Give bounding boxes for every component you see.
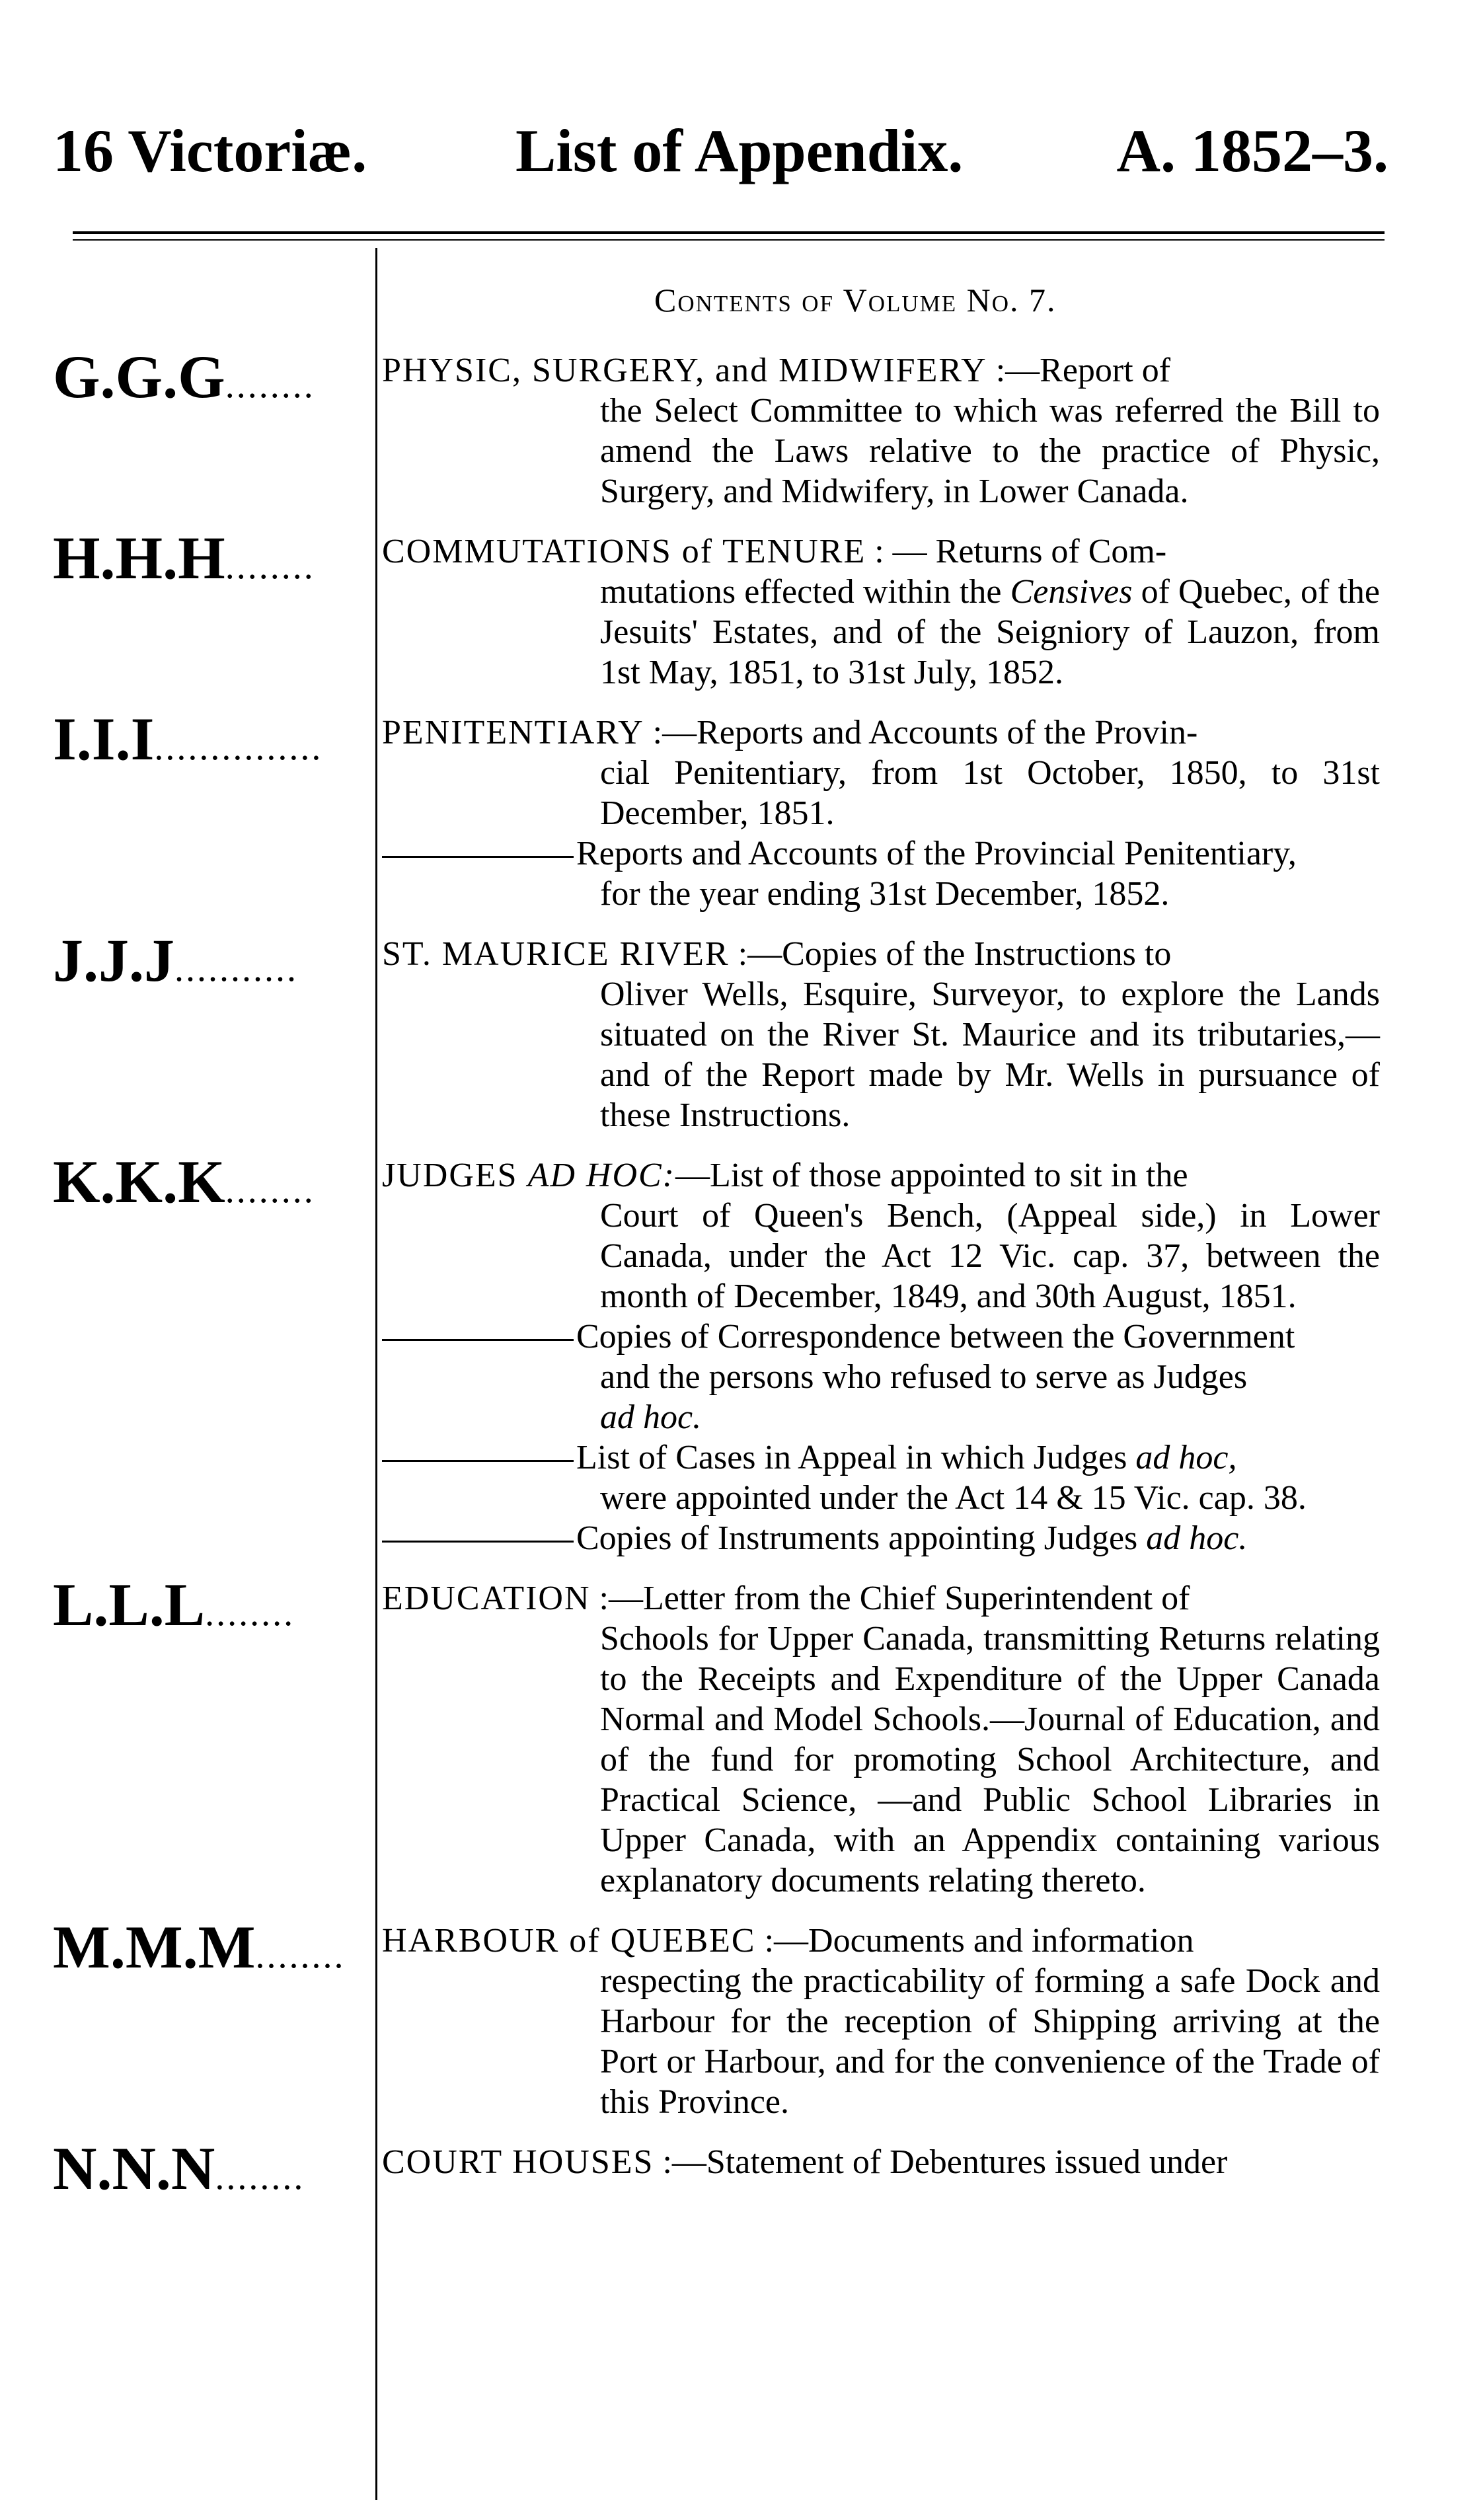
sub-entry-text-italic: ad hoc.: [600, 1398, 702, 1436]
appendix-code: [53, 706, 363, 781]
entry-text-rest: Court of Queen's Bench, (Appeal side,) in Lower Canada, under the Act 12 Vic. cap. 37, between the month of December, 1849, and 30th August, 1851.: [600, 1197, 1380, 1315]
appendix-code-label: L.L.L: [53, 1572, 206, 1638]
entry-text-first: :—Reports and Accounts of the Provin-: [644, 714, 1198, 751]
sub-entry: [382, 1518, 1380, 1558]
entry-subject: PHYSIC, SURGERY, and MIDWIFERY: [382, 352, 987, 389]
entry-description: [382, 1578, 1380, 1901]
entry-subject-italic: AD HOC:: [527, 1157, 675, 1194]
leader-dots: ........: [225, 1170, 315, 1211]
leader-dots: ...............: [154, 727, 323, 768]
entry-subject: JUDGES: [382, 1157, 528, 1194]
leader-dots: ........: [225, 365, 315, 406]
sub-entry-text-first: Copies of Instruments appointing Judges: [576, 1519, 1147, 1557]
entry-text-italic: Censives: [1010, 573, 1133, 611]
entry-text-first: :—Report of: [987, 352, 1171, 389]
list-item: [0, 927, 1481, 1135]
header-title: List of Appendix.: [515, 117, 964, 184]
sub-entry-text-rest: were appointed under the Act 14 & 15 Vic. cap. 38.: [600, 1479, 1307, 1517]
leader-dots: ...........: [174, 948, 298, 989]
entry-description: [382, 1155, 1380, 1558]
ditto-dash: [382, 856, 574, 858]
entry-subject: COURT HOUSES: [382, 2143, 654, 2181]
entry-text-rest: [600, 572, 1380, 693]
sub-entry-text-rest: [600, 1357, 1380, 1437]
header-rule-thick: [73, 231, 1385, 234]
leader-dots: ........: [225, 546, 315, 587]
entry-text-rest: the Select Committee to which was referred the Bill to amend the Laws relative to the practice of Physic, Surgery, and Midwifery, in Lower Canada.: [600, 392, 1380, 510]
appendix-code: [53, 344, 363, 418]
entry-text-first: :—Documents and information: [755, 1922, 1194, 1960]
list-item: [0, 2135, 1481, 2202]
entry-text-first: —List of those appointed to sit in the: [675, 1157, 1188, 1194]
ditto-dash: [382, 1339, 574, 1341]
appendix-code: [53, 525, 363, 599]
entry-subject: COMMUTATIONS of TENURE: [382, 533, 866, 570]
entry-subject: EDUCATION: [382, 1580, 591, 1617]
entry-description: [382, 531, 1380, 693]
list-item: [0, 1914, 1481, 2122]
sub-entry-text-first: Copies of Correspondence between the Government: [576, 1318, 1295, 1355]
appendix-code-label: M.M.M: [53, 1914, 256, 1981]
ditto-dash: [382, 1460, 574, 1462]
header-regnal-year: 16 Victoriæ.: [53, 117, 367, 184]
sub-entry-text-first: List of Cases in Appeal in which Judges: [576, 1439, 1136, 1476]
list-item: [0, 1572, 1481, 1901]
entry-description: [382, 934, 1380, 1135]
sub-entry: [382, 1317, 1380, 1357]
leader-dots: ........: [205, 1593, 295, 1634]
appendix-code: [53, 1572, 363, 1646]
sub-entry-text-part: and the persons who refused to serve as Judges: [600, 1358, 1248, 1396]
header-rule-thin: [73, 239, 1385, 241]
entry-text-rest: cial Penitentiary, from 1st October, 1850, to 31st December, 1851.: [600, 754, 1380, 832]
entry-text-first: :—Letter from the Chief Superintendent of: [590, 1580, 1190, 1617]
sub-entry-text-italic: ad hoc,: [1135, 1439, 1237, 1476]
entry-text-rest: Schools for Upper Canada, transmitting Returns relating to the Receipts and Expenditure of the Upper Canada Normal and Model Schools.—Journal of Education, and of the fund for promoting School Architecture, and Practical Science, —and Public School Libraries in Upper Canada, with an Appendix containing various explanatory documents relating thereto.: [600, 1620, 1380, 1899]
appendix-code-label: K.K.K: [53, 1149, 225, 1215]
appendix-code: [53, 1149, 363, 1223]
sub-entry-text-rest: for the year ending 31st December, 1852.: [600, 875, 1170, 913]
entry-description: [382, 2142, 1380, 2182]
entry-description: [382, 712, 1380, 914]
appendix-code: [53, 927, 363, 1002]
entry-description: [382, 1921, 1380, 2122]
appendix-code-label: H.H.H: [53, 525, 225, 592]
entry-subject: ST. MAURICE RIVER: [382, 935, 730, 973]
entry-text-first: :—Copies of the Instructions to: [729, 935, 1172, 973]
list-item: [0, 706, 1481, 914]
appendix-code-label: J.J.J: [53, 927, 174, 994]
entry-text-part: of Quebec, of the Jesuits' Estates, and of the Seigniory of Lauzon, from 1st May, 1851, to 31st July, 1852.: [600, 573, 1380, 691]
sub-entry: [382, 1437, 1380, 1478]
appendix-code-label: I.I.I: [53, 706, 155, 773]
entry-text-rest: Oliver Wells, Esquire, Surveyor, to explore the Lands situated on the River St. Maurice and its tributaries,—and of the Report made by Mr. Wells in pursuance of these Instructions.: [600, 975, 1380, 1134]
appendix-code: [53, 2135, 363, 2210]
list-item: [0, 525, 1481, 693]
ditto-dash: [382, 1541, 574, 1543]
appendix-code: [53, 1914, 363, 1989]
entry-text-part: mutations effected within the: [600, 573, 1010, 611]
appendix-code-label: N.N.N: [53, 2135, 215, 2202]
leader-dots: ........: [255, 1935, 346, 1976]
entry-text-rest: respecting the practicability of forming a safe Dock and Harbour for the reception of Shipping arriving at the Port or Harbour, and for the convenience of the Trade of this Province.: [600, 1962, 1380, 2121]
list-item: [0, 1149, 1481, 1558]
sub-entry-text-first: Reports and Accounts of the Provincial Penitentiary,: [576, 835, 1297, 872]
list-item: [0, 344, 1481, 512]
entry-subject: PENITENTIARY: [382, 714, 644, 751]
sub-entry: [382, 833, 1380, 874]
appendix-list: [0, 330, 1481, 2202]
header-session: A. 1852–3.: [1116, 117, 1388, 184]
running-header: [53, 116, 1388, 215]
entry-text-first: : — Returns of Com-: [866, 533, 1167, 570]
entry-text-first: :—Statement of Debentures issued under: [654, 2143, 1228, 2181]
volume-heading: Contents of Volume No. 7.: [654, 282, 1057, 319]
leader-dots: ........: [215, 2157, 305, 2197]
entry-subject: HARBOUR of QUEBEC: [382, 1922, 756, 1960]
appendix-code-label: G.G.G: [53, 344, 225, 410]
sub-entry-text-italic: ad hoc.: [1146, 1519, 1248, 1557]
entry-description: [382, 350, 1380, 512]
